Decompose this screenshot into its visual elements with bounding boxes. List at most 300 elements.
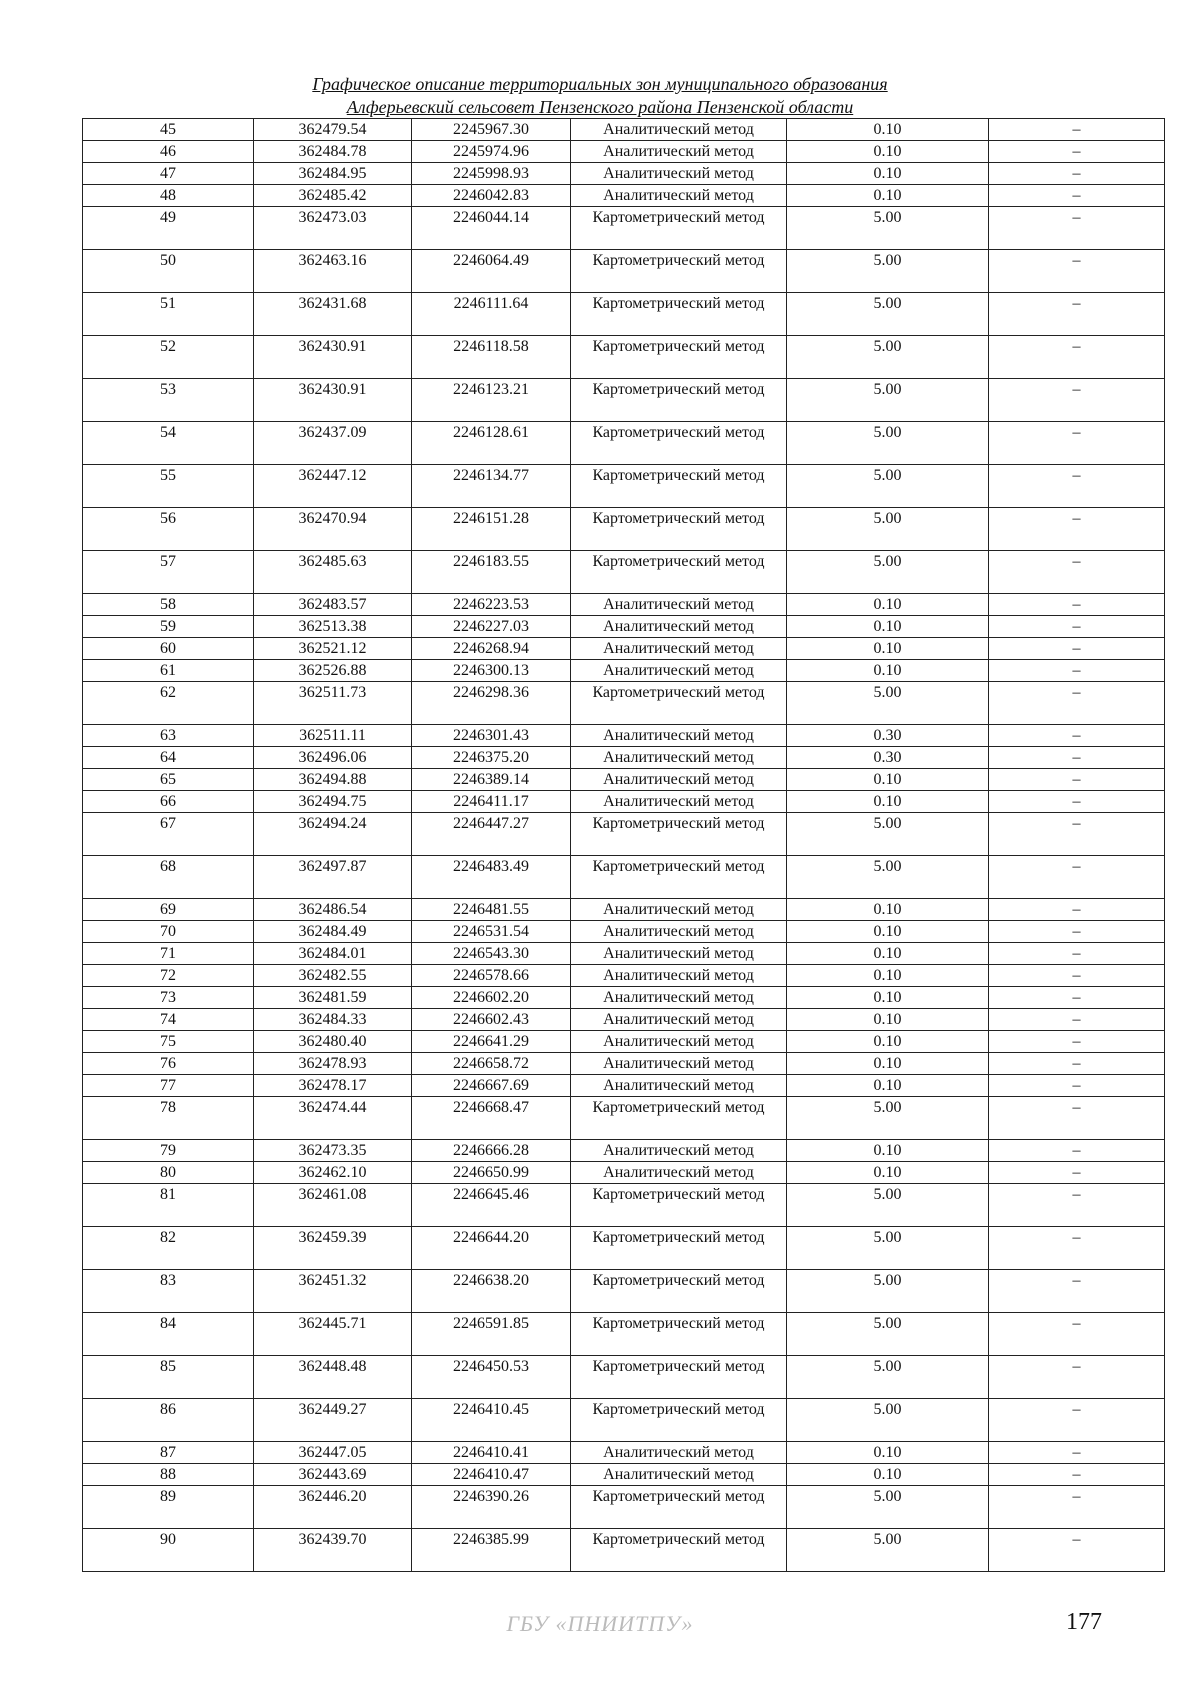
method-cell: Картометрический метод	[571, 1356, 787, 1399]
x-coordinate-cell: 362463.16	[254, 250, 412, 293]
table-row	[83, 1162, 1165, 1184]
note-cell: –	[989, 1009, 1165, 1031]
point-number-cell: 87	[83, 1442, 254, 1464]
accuracy-cell: 0.10	[787, 141, 989, 163]
x-coordinate-cell: 362431.68	[254, 293, 412, 336]
accuracy-cell: 5.00	[787, 682, 989, 725]
method-cell: Аналитический метод	[571, 1075, 787, 1097]
accuracy-cell: 5.00	[787, 293, 989, 336]
note-cell: –	[989, 1097, 1165, 1140]
table-row	[83, 465, 1165, 508]
accuracy-cell: 5.00	[787, 1399, 989, 1442]
method-cell: Картометрический метод	[571, 1097, 787, 1140]
y-coordinate-cell: 2246543.30	[412, 943, 571, 965]
accuracy-cell: 5.00	[787, 379, 989, 422]
table-row	[83, 336, 1165, 379]
accuracy-cell: 5.00	[787, 465, 989, 508]
x-coordinate-cell: 362511.11	[254, 725, 412, 747]
table-row	[83, 1184, 1165, 1227]
point-number-cell: 83	[83, 1270, 254, 1313]
x-coordinate-cell: 362445.71	[254, 1313, 412, 1356]
accuracy-cell: 0.10	[787, 185, 989, 207]
note-cell: –	[989, 1486, 1165, 1529]
method-cell: Картометрический метод	[571, 1184, 787, 1227]
method-cell: Картометрический метод	[571, 1486, 787, 1529]
table-row	[83, 1009, 1165, 1031]
note-cell: –	[989, 551, 1165, 594]
x-coordinate-cell: 362526.88	[254, 660, 412, 682]
method-cell: Аналитический метод	[571, 1162, 787, 1184]
accuracy-cell: 5.00	[787, 250, 989, 293]
note-cell: –	[989, 465, 1165, 508]
table-row	[83, 1053, 1165, 1075]
note-cell: –	[989, 1356, 1165, 1399]
accuracy-cell: 5.00	[787, 1097, 989, 1140]
y-coordinate-cell: 2246300.13	[412, 660, 571, 682]
point-number-cell: 84	[83, 1313, 254, 1356]
x-coordinate-cell: 362494.88	[254, 769, 412, 791]
method-cell: Аналитический метод	[571, 1442, 787, 1464]
x-coordinate-cell: 362513.38	[254, 616, 412, 638]
x-coordinate-cell: 362480.40	[254, 1031, 412, 1053]
table-row	[83, 1464, 1165, 1486]
note-cell: –	[989, 508, 1165, 551]
method-cell: Аналитический метод	[571, 943, 787, 965]
x-coordinate-cell: 362443.69	[254, 1464, 412, 1486]
y-coordinate-cell: 2246042.83	[412, 185, 571, 207]
footer-organization: ГБУ «ПНИИТПУ»	[506, 1611, 694, 1636]
accuracy-cell: 0.10	[787, 965, 989, 987]
accuracy-cell: 0.10	[787, 119, 989, 141]
accuracy-cell: 0.10	[787, 943, 989, 965]
method-cell: Картометрический метод	[571, 1529, 787, 1572]
x-coordinate-cell: 362461.08	[254, 1184, 412, 1227]
point-number-cell: 53	[83, 379, 254, 422]
x-coordinate-cell: 362496.06	[254, 747, 412, 769]
x-coordinate-cell: 362448.48	[254, 1356, 412, 1399]
accuracy-cell: 5.00	[787, 1270, 989, 1313]
point-number-cell: 77	[83, 1075, 254, 1097]
note-cell: –	[989, 725, 1165, 747]
point-number-cell: 85	[83, 1356, 254, 1399]
y-coordinate-cell: 2246064.49	[412, 250, 571, 293]
point-number-cell: 59	[83, 616, 254, 638]
table-row	[83, 1486, 1165, 1529]
accuracy-cell: 0.10	[787, 1162, 989, 1184]
note-cell: –	[989, 1464, 1165, 1486]
accuracy-cell: 5.00	[787, 1313, 989, 1356]
table-row	[83, 551, 1165, 594]
note-cell: –	[989, 422, 1165, 465]
table-row	[83, 899, 1165, 921]
x-coordinate-cell: 362484.78	[254, 141, 412, 163]
table-row	[83, 1097, 1165, 1140]
table-row	[83, 207, 1165, 250]
y-coordinate-cell: 2246645.46	[412, 1184, 571, 1227]
x-coordinate-cell: 362446.20	[254, 1486, 412, 1529]
note-cell: –	[989, 1529, 1165, 1572]
note-cell: –	[989, 1075, 1165, 1097]
x-coordinate-cell: 362449.27	[254, 1399, 412, 1442]
accuracy-cell: 0.10	[787, 163, 989, 185]
accuracy-cell: 0.30	[787, 725, 989, 747]
y-coordinate-cell: 2246410.45	[412, 1399, 571, 1442]
point-number-cell: 76	[83, 1053, 254, 1075]
x-coordinate-cell: 362473.03	[254, 207, 412, 250]
y-coordinate-cell: 2246641.29	[412, 1031, 571, 1053]
x-coordinate-cell: 362484.01	[254, 943, 412, 965]
method-cell: Аналитический метод	[571, 1140, 787, 1162]
y-coordinate-cell: 2246183.55	[412, 551, 571, 594]
y-coordinate-cell: 2246410.47	[412, 1464, 571, 1486]
note-cell: –	[989, 1442, 1165, 1464]
y-coordinate-cell: 2246650.99	[412, 1162, 571, 1184]
y-coordinate-cell: 2246450.53	[412, 1356, 571, 1399]
x-coordinate-cell: 362511.73	[254, 682, 412, 725]
accuracy-cell: 0.30	[787, 747, 989, 769]
method-cell: Картометрический метод	[571, 422, 787, 465]
x-coordinate-cell: 362494.24	[254, 813, 412, 856]
accuracy-cell: 5.00	[787, 422, 989, 465]
point-number-cell: 48	[83, 185, 254, 207]
method-cell: Аналитический метод	[571, 1009, 787, 1031]
note-cell: –	[989, 987, 1165, 1009]
accuracy-cell: 0.10	[787, 1053, 989, 1075]
accuracy-cell: 0.10	[787, 1140, 989, 1162]
y-coordinate-cell: 2246151.28	[412, 508, 571, 551]
table-row	[83, 1442, 1165, 1464]
y-coordinate-cell: 2246044.14	[412, 207, 571, 250]
x-coordinate-cell: 362430.91	[254, 336, 412, 379]
accuracy-cell: 0.10	[787, 1075, 989, 1097]
note-cell: –	[989, 682, 1165, 725]
point-number-cell: 78	[83, 1097, 254, 1140]
method-cell: Аналитический метод	[571, 163, 787, 185]
y-coordinate-cell: 2245967.30	[412, 119, 571, 141]
note-cell: –	[989, 943, 1165, 965]
point-number-cell: 51	[83, 293, 254, 336]
note-cell: –	[989, 207, 1165, 250]
method-cell: Картометрический метод	[571, 856, 787, 899]
table-row	[83, 594, 1165, 616]
table-row	[83, 1356, 1165, 1399]
note-cell: –	[989, 769, 1165, 791]
note-cell: –	[989, 163, 1165, 185]
note-cell: –	[989, 336, 1165, 379]
note-cell: –	[989, 1270, 1165, 1313]
method-cell: Аналитический метод	[571, 725, 787, 747]
note-cell: –	[989, 899, 1165, 921]
method-cell: Картометрический метод	[571, 207, 787, 250]
x-coordinate-cell: 362484.49	[254, 921, 412, 943]
x-coordinate-cell: 362447.05	[254, 1442, 412, 1464]
accuracy-cell: 0.10	[787, 1031, 989, 1053]
note-cell: –	[989, 594, 1165, 616]
y-coordinate-cell: 2246223.53	[412, 594, 571, 616]
accuracy-cell: 0.10	[787, 638, 989, 660]
table-row	[83, 921, 1165, 943]
point-number-cell: 66	[83, 791, 254, 813]
y-coordinate-cell: 2246658.72	[412, 1053, 571, 1075]
method-cell: Аналитический метод	[571, 965, 787, 987]
note-cell: –	[989, 1313, 1165, 1356]
point-number-cell: 57	[83, 551, 254, 594]
method-cell: Картометрический метод	[571, 293, 787, 336]
table-row	[83, 119, 1165, 141]
y-coordinate-cell: 2246111.64	[412, 293, 571, 336]
table-row	[83, 965, 1165, 987]
method-cell: Аналитический метод	[571, 899, 787, 921]
point-number-cell: 69	[83, 899, 254, 921]
note-cell: –	[989, 638, 1165, 660]
accuracy-cell: 0.10	[787, 921, 989, 943]
x-coordinate-cell: 362494.75	[254, 791, 412, 813]
point-number-cell: 89	[83, 1486, 254, 1529]
method-cell: Картометрический метод	[571, 336, 787, 379]
method-cell: Картометрический метод	[571, 813, 787, 856]
table-row	[83, 379, 1165, 422]
x-coordinate-cell: 362485.63	[254, 551, 412, 594]
point-number-cell: 47	[83, 163, 254, 185]
accuracy-cell: 5.00	[787, 551, 989, 594]
point-number-cell: 71	[83, 943, 254, 965]
note-cell: –	[989, 250, 1165, 293]
note-cell: –	[989, 119, 1165, 141]
note-cell: –	[989, 1227, 1165, 1270]
point-number-cell: 90	[83, 1529, 254, 1572]
table-row	[83, 1270, 1165, 1313]
accuracy-cell: 5.00	[787, 856, 989, 899]
table-row	[83, 293, 1165, 336]
method-cell: Картометрический метод	[571, 379, 787, 422]
y-coordinate-cell: 2245998.93	[412, 163, 571, 185]
x-coordinate-cell: 362484.95	[254, 163, 412, 185]
accuracy-cell: 0.10	[787, 1464, 989, 1486]
table-row	[83, 747, 1165, 769]
point-number-cell: 67	[83, 813, 254, 856]
table-row	[83, 250, 1165, 293]
y-coordinate-cell: 2246481.55	[412, 899, 571, 921]
method-cell: Аналитический метод	[571, 921, 787, 943]
note-cell: –	[989, 856, 1165, 899]
point-number-cell: 82	[83, 1227, 254, 1270]
accuracy-cell: 5.00	[787, 813, 989, 856]
method-cell: Аналитический метод	[571, 660, 787, 682]
table-row	[83, 422, 1165, 465]
y-coordinate-cell: 2246668.47	[412, 1097, 571, 1140]
x-coordinate-cell: 362447.12	[254, 465, 412, 508]
document-title-line-2: Алферьевский сельсовет Пензенского района Пензенской области	[346, 97, 854, 117]
table-row	[83, 987, 1165, 1009]
accuracy-cell: 5.00	[787, 1486, 989, 1529]
x-coordinate-cell: 362462.10	[254, 1162, 412, 1184]
point-number-cell: 79	[83, 1140, 254, 1162]
y-coordinate-cell: 2246411.17	[412, 791, 571, 813]
x-coordinate-cell: 362439.70	[254, 1529, 412, 1572]
note-cell: –	[989, 141, 1165, 163]
table-row	[83, 638, 1165, 660]
point-number-cell: 64	[83, 747, 254, 769]
method-cell: Картометрический метод	[571, 1227, 787, 1270]
accuracy-cell: 0.10	[787, 1009, 989, 1031]
point-number-cell: 63	[83, 725, 254, 747]
table-row	[83, 682, 1165, 725]
accuracy-cell: 5.00	[787, 1356, 989, 1399]
table-row	[83, 1227, 1165, 1270]
method-cell: Аналитический метод	[571, 747, 787, 769]
point-number-cell: 88	[83, 1464, 254, 1486]
y-coordinate-cell: 2246447.27	[412, 813, 571, 856]
note-cell: –	[989, 1053, 1165, 1075]
x-coordinate-cell: 362478.17	[254, 1075, 412, 1097]
y-coordinate-cell: 2246410.41	[412, 1442, 571, 1464]
table-row	[83, 1313, 1165, 1356]
y-coordinate-cell: 2246483.49	[412, 856, 571, 899]
point-number-cell: 86	[83, 1399, 254, 1442]
method-cell: Картометрический метод	[571, 508, 787, 551]
method-cell: Картометрический метод	[571, 465, 787, 508]
accuracy-cell: 5.00	[787, 1227, 989, 1270]
y-coordinate-cell: 2246390.26	[412, 1486, 571, 1529]
y-coordinate-cell: 2246638.20	[412, 1270, 571, 1313]
document-title-line-1: Графическое описание территориальных зон муниципального образования	[312, 74, 888, 94]
table-row	[83, 1140, 1165, 1162]
table-row	[83, 725, 1165, 747]
x-coordinate-cell: 362430.91	[254, 379, 412, 422]
point-number-cell: 60	[83, 638, 254, 660]
table-row	[83, 660, 1165, 682]
point-number-cell: 61	[83, 660, 254, 682]
note-cell: –	[989, 1162, 1165, 1184]
method-cell: Картометрический метод	[571, 1270, 787, 1313]
note-cell: –	[989, 1184, 1165, 1227]
table-row	[83, 856, 1165, 899]
x-coordinate-cell: 362484.33	[254, 1009, 412, 1031]
point-number-cell: 75	[83, 1031, 254, 1053]
y-coordinate-cell: 2246667.69	[412, 1075, 571, 1097]
y-coordinate-cell: 2246301.43	[412, 725, 571, 747]
x-coordinate-cell: 362459.39	[254, 1227, 412, 1270]
accuracy-cell: 0.10	[787, 769, 989, 791]
note-cell: –	[989, 379, 1165, 422]
table-row	[83, 1529, 1165, 1572]
method-cell: Аналитический метод	[571, 141, 787, 163]
method-cell: Аналитический метод	[571, 1464, 787, 1486]
point-number-cell: 52	[83, 336, 254, 379]
table-row	[83, 163, 1165, 185]
method-cell: Картометрический метод	[571, 1313, 787, 1356]
method-cell: Аналитический метод	[571, 1031, 787, 1053]
accuracy-cell: 0.10	[787, 1442, 989, 1464]
table-row	[83, 769, 1165, 791]
y-coordinate-cell: 2246602.43	[412, 1009, 571, 1031]
x-coordinate-cell: 362481.59	[254, 987, 412, 1009]
y-coordinate-cell: 2245974.96	[412, 141, 571, 163]
point-number-cell: 54	[83, 422, 254, 465]
table-body	[83, 119, 1165, 1572]
y-coordinate-cell: 2246666.28	[412, 1140, 571, 1162]
accuracy-cell: 0.10	[787, 616, 989, 638]
method-cell: Аналитический метод	[571, 119, 787, 141]
point-number-cell: 72	[83, 965, 254, 987]
accuracy-cell: 5.00	[787, 508, 989, 551]
x-coordinate-cell: 362497.87	[254, 856, 412, 899]
y-coordinate-cell: 2246385.99	[412, 1529, 571, 1572]
x-coordinate-cell: 362479.54	[254, 119, 412, 141]
table-row	[83, 943, 1165, 965]
point-number-cell: 81	[83, 1184, 254, 1227]
point-number-cell: 46	[83, 141, 254, 163]
x-coordinate-cell: 362486.54	[254, 899, 412, 921]
table-row	[83, 1031, 1165, 1053]
note-cell: –	[989, 921, 1165, 943]
point-number-cell: 49	[83, 207, 254, 250]
method-cell: Картометрический метод	[571, 1399, 787, 1442]
method-cell: Аналитический метод	[571, 616, 787, 638]
page-number: 177	[1066, 1609, 1102, 1635]
y-coordinate-cell: 2246298.36	[412, 682, 571, 725]
y-coordinate-cell: 2246118.58	[412, 336, 571, 379]
point-number-cell: 70	[83, 921, 254, 943]
note-cell: –	[989, 791, 1165, 813]
x-coordinate-cell: 362474.44	[254, 1097, 412, 1140]
table-row	[83, 813, 1165, 856]
note-cell: –	[989, 1140, 1165, 1162]
note-cell: –	[989, 616, 1165, 638]
table-row	[83, 1399, 1165, 1442]
note-cell: –	[989, 293, 1165, 336]
method-cell: Картометрический метод	[571, 682, 787, 725]
y-coordinate-cell: 2246591.85	[412, 1313, 571, 1356]
method-cell: Аналитический метод	[571, 638, 787, 660]
point-number-cell: 68	[83, 856, 254, 899]
accuracy-cell: 5.00	[787, 1529, 989, 1572]
x-coordinate-cell: 362521.12	[254, 638, 412, 660]
y-coordinate-cell: 2246134.77	[412, 465, 571, 508]
table-row	[83, 616, 1165, 638]
point-number-cell: 62	[83, 682, 254, 725]
method-cell: Аналитический метод	[571, 1053, 787, 1075]
point-number-cell: 55	[83, 465, 254, 508]
y-coordinate-cell: 2246578.66	[412, 965, 571, 987]
note-cell: –	[989, 185, 1165, 207]
x-coordinate-cell: 362473.35	[254, 1140, 412, 1162]
accuracy-cell: 5.00	[787, 336, 989, 379]
point-number-cell: 80	[83, 1162, 254, 1184]
x-coordinate-cell: 362470.94	[254, 508, 412, 551]
y-coordinate-cell: 2246644.20	[412, 1227, 571, 1270]
method-cell: Аналитический метод	[571, 594, 787, 616]
point-number-cell: 56	[83, 508, 254, 551]
method-cell: Аналитический метод	[571, 769, 787, 791]
note-cell: –	[989, 1031, 1165, 1053]
method-cell: Аналитический метод	[571, 791, 787, 813]
y-coordinate-cell: 2246128.61	[412, 422, 571, 465]
x-coordinate-cell: 362485.42	[254, 185, 412, 207]
x-coordinate-cell: 362437.09	[254, 422, 412, 465]
y-coordinate-cell: 2246123.21	[412, 379, 571, 422]
point-number-cell: 50	[83, 250, 254, 293]
x-coordinate-cell: 362482.55	[254, 965, 412, 987]
method-cell: Аналитический метод	[571, 987, 787, 1009]
y-coordinate-cell: 2246227.03	[412, 616, 571, 638]
accuracy-cell: 5.00	[787, 207, 989, 250]
accuracy-cell: 5.00	[787, 1184, 989, 1227]
y-coordinate-cell: 2246268.94	[412, 638, 571, 660]
note-cell: –	[989, 660, 1165, 682]
x-coordinate-cell: 362483.57	[254, 594, 412, 616]
y-coordinate-cell: 2246602.20	[412, 987, 571, 1009]
